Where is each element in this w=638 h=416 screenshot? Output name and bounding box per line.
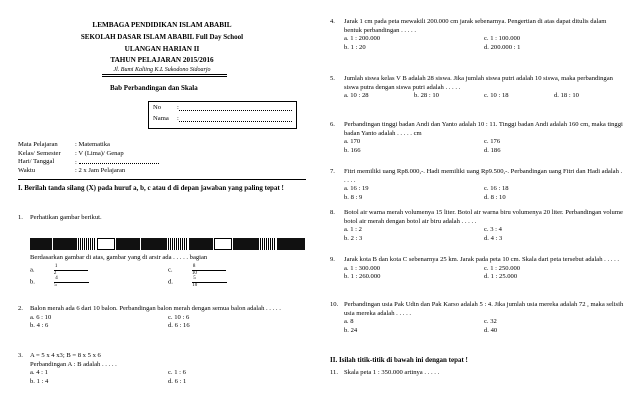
question-number: 10. <box>330 301 339 308</box>
info-value: : Matematika <box>75 141 110 148</box>
question-number: 2. <box>18 305 23 312</box>
numerator: 5 <box>192 276 227 283</box>
bar-segment-empty <box>97 238 115 250</box>
bar-segment-shaded <box>53 238 77 250</box>
option-c[interactable]: c. 1 : 6 <box>168 369 186 377</box>
option-c[interactable]: c. 16 : 18 <box>484 185 509 193</box>
student-name-label: Nama <box>153 115 169 122</box>
denominator: 2 <box>53 270 57 276</box>
question-text: Jarak 1 cm pada peta mewakili 200.000 cm jarak sebenarnya. Pengertian di atas dapat ditulis dalam bentuk perbandingan . . . . . <box>344 18 607 34</box>
option-letter: d. <box>168 278 173 286</box>
question-text: Jarak kota B dan kota C sebenarnya 25 km. Jarak pada peta 10 cm. Skala dari peta tersebut adalah . . . . . <box>344 256 620 263</box>
option-a[interactable]: a. 4 : 1 <box>30 369 48 377</box>
question-5 <box>330 75 624 101</box>
question-4 <box>330 18 624 52</box>
question-text: Botol air warna merah volumenya 15 liter. Botol air warna biru volumenya 20 liter. Perbandingan volume botol air merah dengan botol air biru adalah . . . . . <box>344 209 623 225</box>
option-b[interactable]: b. 1 : 4 <box>30 377 49 385</box>
question-text: Perbandingan A : B adalah . . . . . <box>30 360 117 368</box>
question-10 <box>330 301 624 335</box>
option-d[interactable]: d. 40 <box>484 326 498 334</box>
question-6 <box>330 121 624 155</box>
info-key: Hari/ Tanggal <box>18 158 55 166</box>
option-b[interactable]: b. 2 : 3 <box>344 234 363 242</box>
question-number: 9. <box>330 256 335 263</box>
option-b[interactable] <box>30 276 168 288</box>
info-row-time <box>18 167 306 176</box>
option-d[interactable] <box>168 276 306 288</box>
option-c[interactable]: c. 10 : 18 <box>484 92 509 100</box>
school-address: Jl. Bumi Kaliing K.L Sukodono Sidoarjo <box>113 67 211 73</box>
option-b[interactable]: b. 1 : 260.000 <box>344 273 381 281</box>
student-id-box <box>148 101 297 129</box>
academic-year: TAHUN PELAJARAN 2015/2016 <box>110 56 214 64</box>
section-1-instructions: I. Berilah tanda silang (X) pada huruf a, b, c atau d di depan jawaban yang paling tepat ! <box>18 184 284 192</box>
bar-segment-empty <box>214 238 232 250</box>
student-number-field[interactable] <box>179 103 292 111</box>
fraction <box>37 276 106 288</box>
question-text: Perhatikan gambar berikut. <box>30 214 102 221</box>
info-key: Mata Pelajaran <box>18 141 58 148</box>
question-number: 11. <box>330 369 338 376</box>
option-d[interactable]: d. 6 : 16 <box>168 322 190 330</box>
info-divider <box>18 179 306 180</box>
institution-title: LEMBAGA PENDIDIKAN ISLAM ABABIL <box>92 21 232 29</box>
question-number: 8. <box>330 209 335 216</box>
student-number-label: No <box>153 104 162 111</box>
option-b[interactable]: b. 24 <box>344 326 358 334</box>
option-d[interactable]: d. 8 : 10 <box>484 193 506 201</box>
option-c[interactable]: c. 1 : 250.000 <box>484 264 521 272</box>
bar-segment-hatched <box>260 238 276 250</box>
subject-title: Bab Perbandingan dan Skala <box>110 84 198 92</box>
option-a[interactable]: a. 1 : 2 <box>344 226 362 234</box>
info-value-date <box>75 158 306 167</box>
question-text: Perbandingan usia Pak Udin dan Pak Karso adalah 5 : 4. Jika jumlah usia mereka adalah 72 , maka selisih usia mereka adalah . . . . . <box>344 301 624 317</box>
fraction <box>175 276 244 288</box>
info-key: Kelas/ Semester <box>18 149 61 157</box>
exam-info <box>18 141 306 176</box>
question-1 <box>18 214 306 223</box>
option-a[interactable] <box>30 264 168 276</box>
question-text: Jumlah siswa kelas V B adalah 28 siswa. Jika jumlah siswa putri adalah 10 siswa, maka perbandingan siswa putra dengan siswa putri adalah . . . . . <box>344 75 613 91</box>
option-d[interactable]: d. 200.000 : 1 <box>484 43 521 51</box>
option-a[interactable]: a. 8 <box>344 318 354 326</box>
option-c[interactable]: c. 3 : 4 <box>484 226 502 234</box>
question-number: 1. <box>18 214 23 221</box>
question-1-prompt <box>18 254 306 263</box>
fraction <box>37 264 106 276</box>
option-d[interactable]: d. 4 : 3 <box>484 234 503 242</box>
bar-segment-shaded <box>189 238 213 250</box>
info-key: Waktu <box>18 167 36 175</box>
question-11 <box>330 369 624 378</box>
option-letter: a. <box>30 266 35 274</box>
info-value: : V (Lima)/ Genap <box>75 149 124 157</box>
option-a[interactable]: a. 6 : 10 <box>30 313 52 321</box>
exam-title: ULANGAN HARIAN II <box>124 45 200 53</box>
option-b[interactable]: b. 8 : 9 <box>344 193 363 201</box>
question-text: Balon merah ada 6 dari 10 balon. Perbandingan balon merah dengan semua balon adalah . . . . . <box>30 305 281 312</box>
numerator: 8 <box>192 264 227 271</box>
option-a[interactable]: a. 16 : 19 <box>344 185 369 193</box>
option-d[interactable]: d. 186 <box>484 146 501 154</box>
bar-segment-shaded <box>141 238 167 250</box>
question-3 <box>18 352 306 386</box>
shaded-bar-figure <box>30 238 305 250</box>
left-column <box>18 0 306 416</box>
option-d[interactable]: d. 6 : 1 <box>168 377 187 385</box>
question-text: Fitri memiliki uang Rp8.000,-. Hadi memiliki uang Rp9.500,-. Perbandingan uang Fitri dan Hadi adalah . . . . . <box>344 168 623 184</box>
option-c[interactable] <box>168 264 306 276</box>
option-a[interactable]: a. 10 : 28 <box>344 92 369 100</box>
denominator: 10 <box>191 270 197 276</box>
question-text: A = 5 x 4 x3; B = 8 x 5 x 6 <box>30 352 101 359</box>
question-number: 6. <box>330 121 335 128</box>
bar-segment-shaded <box>30 238 52 250</box>
option-c[interactable]: c. 32 <box>484 318 497 326</box>
option-a[interactable]: a. 1 : 300.000 <box>344 264 381 272</box>
question-number: 5. <box>330 75 335 82</box>
question-number: 4. <box>330 18 335 25</box>
numerator: 1 <box>54 264 89 271</box>
info-row-date <box>18 158 306 167</box>
right-column <box>330 0 624 416</box>
option-c[interactable]: c. 1 : 100.000 <box>484 35 521 43</box>
info-value: : <box>75 159 77 167</box>
school-name: SEKOLAH DASAR ISLAM ABABIL Full Day School <box>80 33 244 41</box>
section-2-instructions: II. Isilah titik-titik di bawah ini dengan tepat ! <box>330 356 468 364</box>
option-letter: c. <box>168 266 173 274</box>
student-name-colon: : <box>177 115 179 122</box>
student-name-field[interactable] <box>179 114 292 122</box>
option-b[interactable]: b. 4 : 6 <box>30 322 49 330</box>
question-text: Perbandingan tinggi badan Andi dan Yanto adalah 10 : 11. Tinggi badan Andi adalah 160 cm, maka tinggi badan Yanto adalah . . . . . cm <box>344 121 623 137</box>
question-text: Skala peta 1 : 350.000 artinya . . . . . <box>344 369 440 376</box>
option-a[interactable]: a. 1 : 200.000 <box>344 35 381 43</box>
option-c[interactable]: c. 10 : 6 <box>168 313 190 321</box>
date-field[interactable] <box>79 158 159 164</box>
option-d[interactable]: d. 1 : 25.000 <box>484 273 518 281</box>
denominator: 5 <box>54 282 57 288</box>
question-9 <box>330 256 624 282</box>
info-value: : 2 x Jam Pelajaran <box>75 167 126 175</box>
option-letter: b. <box>30 278 35 286</box>
question-number: 3. <box>18 352 23 359</box>
header-divider-second <box>102 76 227 77</box>
bar-segment-hatched <box>78 238 96 250</box>
bar-segment-shaded <box>116 238 140 250</box>
question-2 <box>18 305 306 331</box>
question-text: Berdasarkan gambar di atas, gambar yang di arsir ada . . . . . bagian <box>30 254 208 261</box>
bar-segment-shaded <box>233 238 259 250</box>
student-name-row <box>153 115 292 126</box>
option-c[interactable]: c. 176 <box>484 138 501 146</box>
option-b[interactable]: b. 1 : 20 <box>344 43 366 51</box>
info-row-subject <box>18 141 306 150</box>
info-row-class <box>18 150 306 159</box>
question-7 <box>330 168 624 202</box>
option-d[interactable]: d. 18 : 10 <box>554 92 579 100</box>
option-a[interactable]: a. 170 <box>344 138 361 146</box>
fraction <box>175 264 244 276</box>
header-divider <box>102 74 227 75</box>
option-b[interactable]: b. 28 : 10 <box>414 92 439 100</box>
student-number-colon: : <box>177 104 179 111</box>
question-number: 7. <box>330 168 335 175</box>
question-8 <box>330 209 624 243</box>
question-1-options <box>18 264 306 288</box>
bar-segment-shaded <box>277 238 305 250</box>
bar-segment-hatched <box>168 238 188 250</box>
option-b[interactable]: b. 166 <box>344 146 361 154</box>
numerator: 4 <box>54 276 89 283</box>
denominator: 10 <box>192 282 198 288</box>
